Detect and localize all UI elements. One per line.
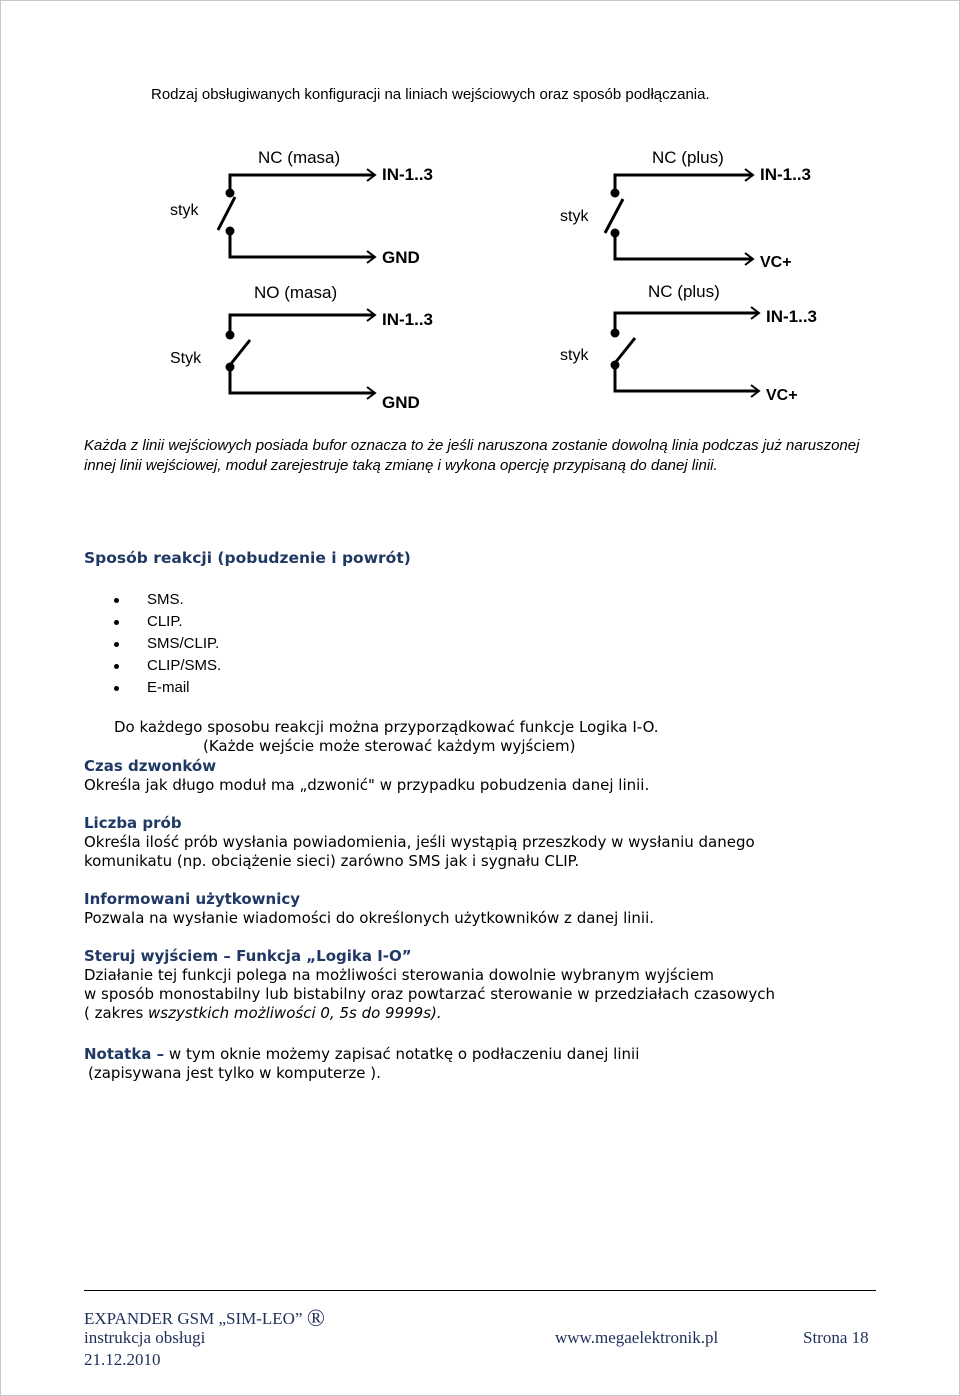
diagram-nc-plus-2	[560, 282, 817, 404]
diagram-nc-plus-1	[560, 148, 811, 271]
footer-website: www.megaelektronik.pl	[555, 1328, 719, 1347]
attempts-text-2: komunikatu (np. obciążenie sieci) zarówno SMS jak i sygnału CLIP.	[84, 852, 580, 870]
registered-mark: ®	[306, 1306, 325, 1332]
bullet-icon	[114, 686, 119, 691]
diagram-nc-plus-2-in: IN-1..3	[766, 307, 818, 326]
note-label: Notatka –	[84, 1045, 165, 1063]
reaction-methods-list	[110, 589, 221, 699]
diagram-no-masa-title: NO (masa)	[254, 283, 338, 302]
note-line-2: (zapisywana jest tylko w komputerze ).	[88, 1064, 381, 1082]
list-item: SMS/CLIP.	[110, 633, 221, 655]
footer-divider	[84, 1290, 876, 1291]
intro-text: Rodzaj obsługiwanych konfiguracji na liniach wejściowych oraz sposób podłączania.	[151, 86, 710, 103]
bullet-icon	[114, 620, 119, 625]
diagram-nc-plus-1-in: IN-1..3	[760, 165, 812, 184]
diagram-no-masa	[170, 283, 433, 412]
diagram-nc-plus-1-title: NC (plus)	[652, 148, 724, 167]
list-item: SMS.	[110, 589, 221, 611]
footer-page-number: Strona 18	[803, 1328, 869, 1347]
attempts-text-1: Określa ilość prób wysłania powiadomienia, jeśli wystąpią przeszkody w wysłaniu danego	[84, 833, 755, 851]
list-item: CLIP/SMS.	[110, 655, 221, 677]
diagram-nc-masa	[170, 148, 433, 267]
footer-product: EXPANDER GSM „SIM-LEO” ®	[84, 1306, 325, 1332]
output-text-1: Działanie tej funkcji polega na możliwości sterowania dowolnie wybranym wyjściem	[84, 966, 714, 984]
wiring-diagrams	[150, 135, 830, 415]
output-text-3: ( zakres wszystkich możliwości 0, 5s do 9999s).	[84, 1004, 442, 1022]
reaction-note: Do każdego sposobu reakcji można przyporządkować funkcje Logika I-O.	[114, 718, 659, 736]
diagram-nc-masa-title: NC (masa)	[258, 148, 341, 167]
diagram-nc-masa-ref: GND	[382, 248, 420, 267]
bullet-icon	[114, 642, 119, 647]
output-heading: Steruj wyjściem – Funkcja „Logika I-O”	[84, 947, 412, 965]
ring-time-text: Określa jak długo moduł ma „dzwonić" w przypadku pobudzenia danej linii.	[84, 776, 650, 794]
users-heading: Informowani użytkownicy	[84, 890, 301, 908]
diagram-nc-plus-1-ref: VC+	[760, 254, 792, 271]
users-text: Pozwala na wysłanie wiadomości do określonych użytkowników z danej linii.	[84, 909, 655, 927]
diagram-nc-masa-in: IN-1..3	[382, 165, 434, 184]
diagram-no-masa-ref: GND	[382, 393, 420, 412]
diagram-nc-plus-1-contact: styk	[560, 208, 589, 225]
attempts-heading: Liczba prób	[84, 814, 182, 832]
footer-date: 21.12.2010	[84, 1350, 161, 1369]
diagram-nc-plus-2-ref: VC+	[766, 387, 798, 404]
diagram-no-masa-contact: Styk	[170, 350, 202, 367]
diagram-nc-plus-2-contact: styk	[560, 347, 589, 364]
footer-manual: instrukcja obsługi	[84, 1328, 206, 1347]
bullet-icon	[114, 598, 119, 603]
diagram-no-masa-in: IN-1..3	[382, 310, 434, 329]
list-item: CLIP.	[110, 611, 221, 633]
output-text-2: w sposób monostabilny lub bistabilny oraz powtarzać sterowanie w przedziałach czasowych	[84, 985, 776, 1003]
buffer-note: Każda z linii wejściowych posiada bufor oznacza to że jeśli naruszona zostanie dowolną linia podczas już naruszonej innej linii wejściowej, moduł zarejestruje taką zmianę i wykona opercję przypisaną do danej linii.	[84, 437, 860, 474]
ring-time-heading: Czas dzwonków	[84, 757, 217, 775]
reaction-note-2: (Każde wejście może sterować każdym wyjściem)	[203, 737, 576, 755]
note-line-1: Notatka – w tym oknie możemy zapisać notatkę o podłaczeniu danej linii	[84, 1045, 640, 1063]
diagram-nc-plus-2-title: NC (plus)	[648, 282, 720, 301]
reaction-heading: Sposób reakcji (pobudzenie i powrót)	[84, 549, 411, 567]
list-item: E-mail	[110, 677, 221, 699]
diagram-nc-masa-contact: styk	[170, 202, 199, 219]
bullet-icon	[114, 664, 119, 669]
